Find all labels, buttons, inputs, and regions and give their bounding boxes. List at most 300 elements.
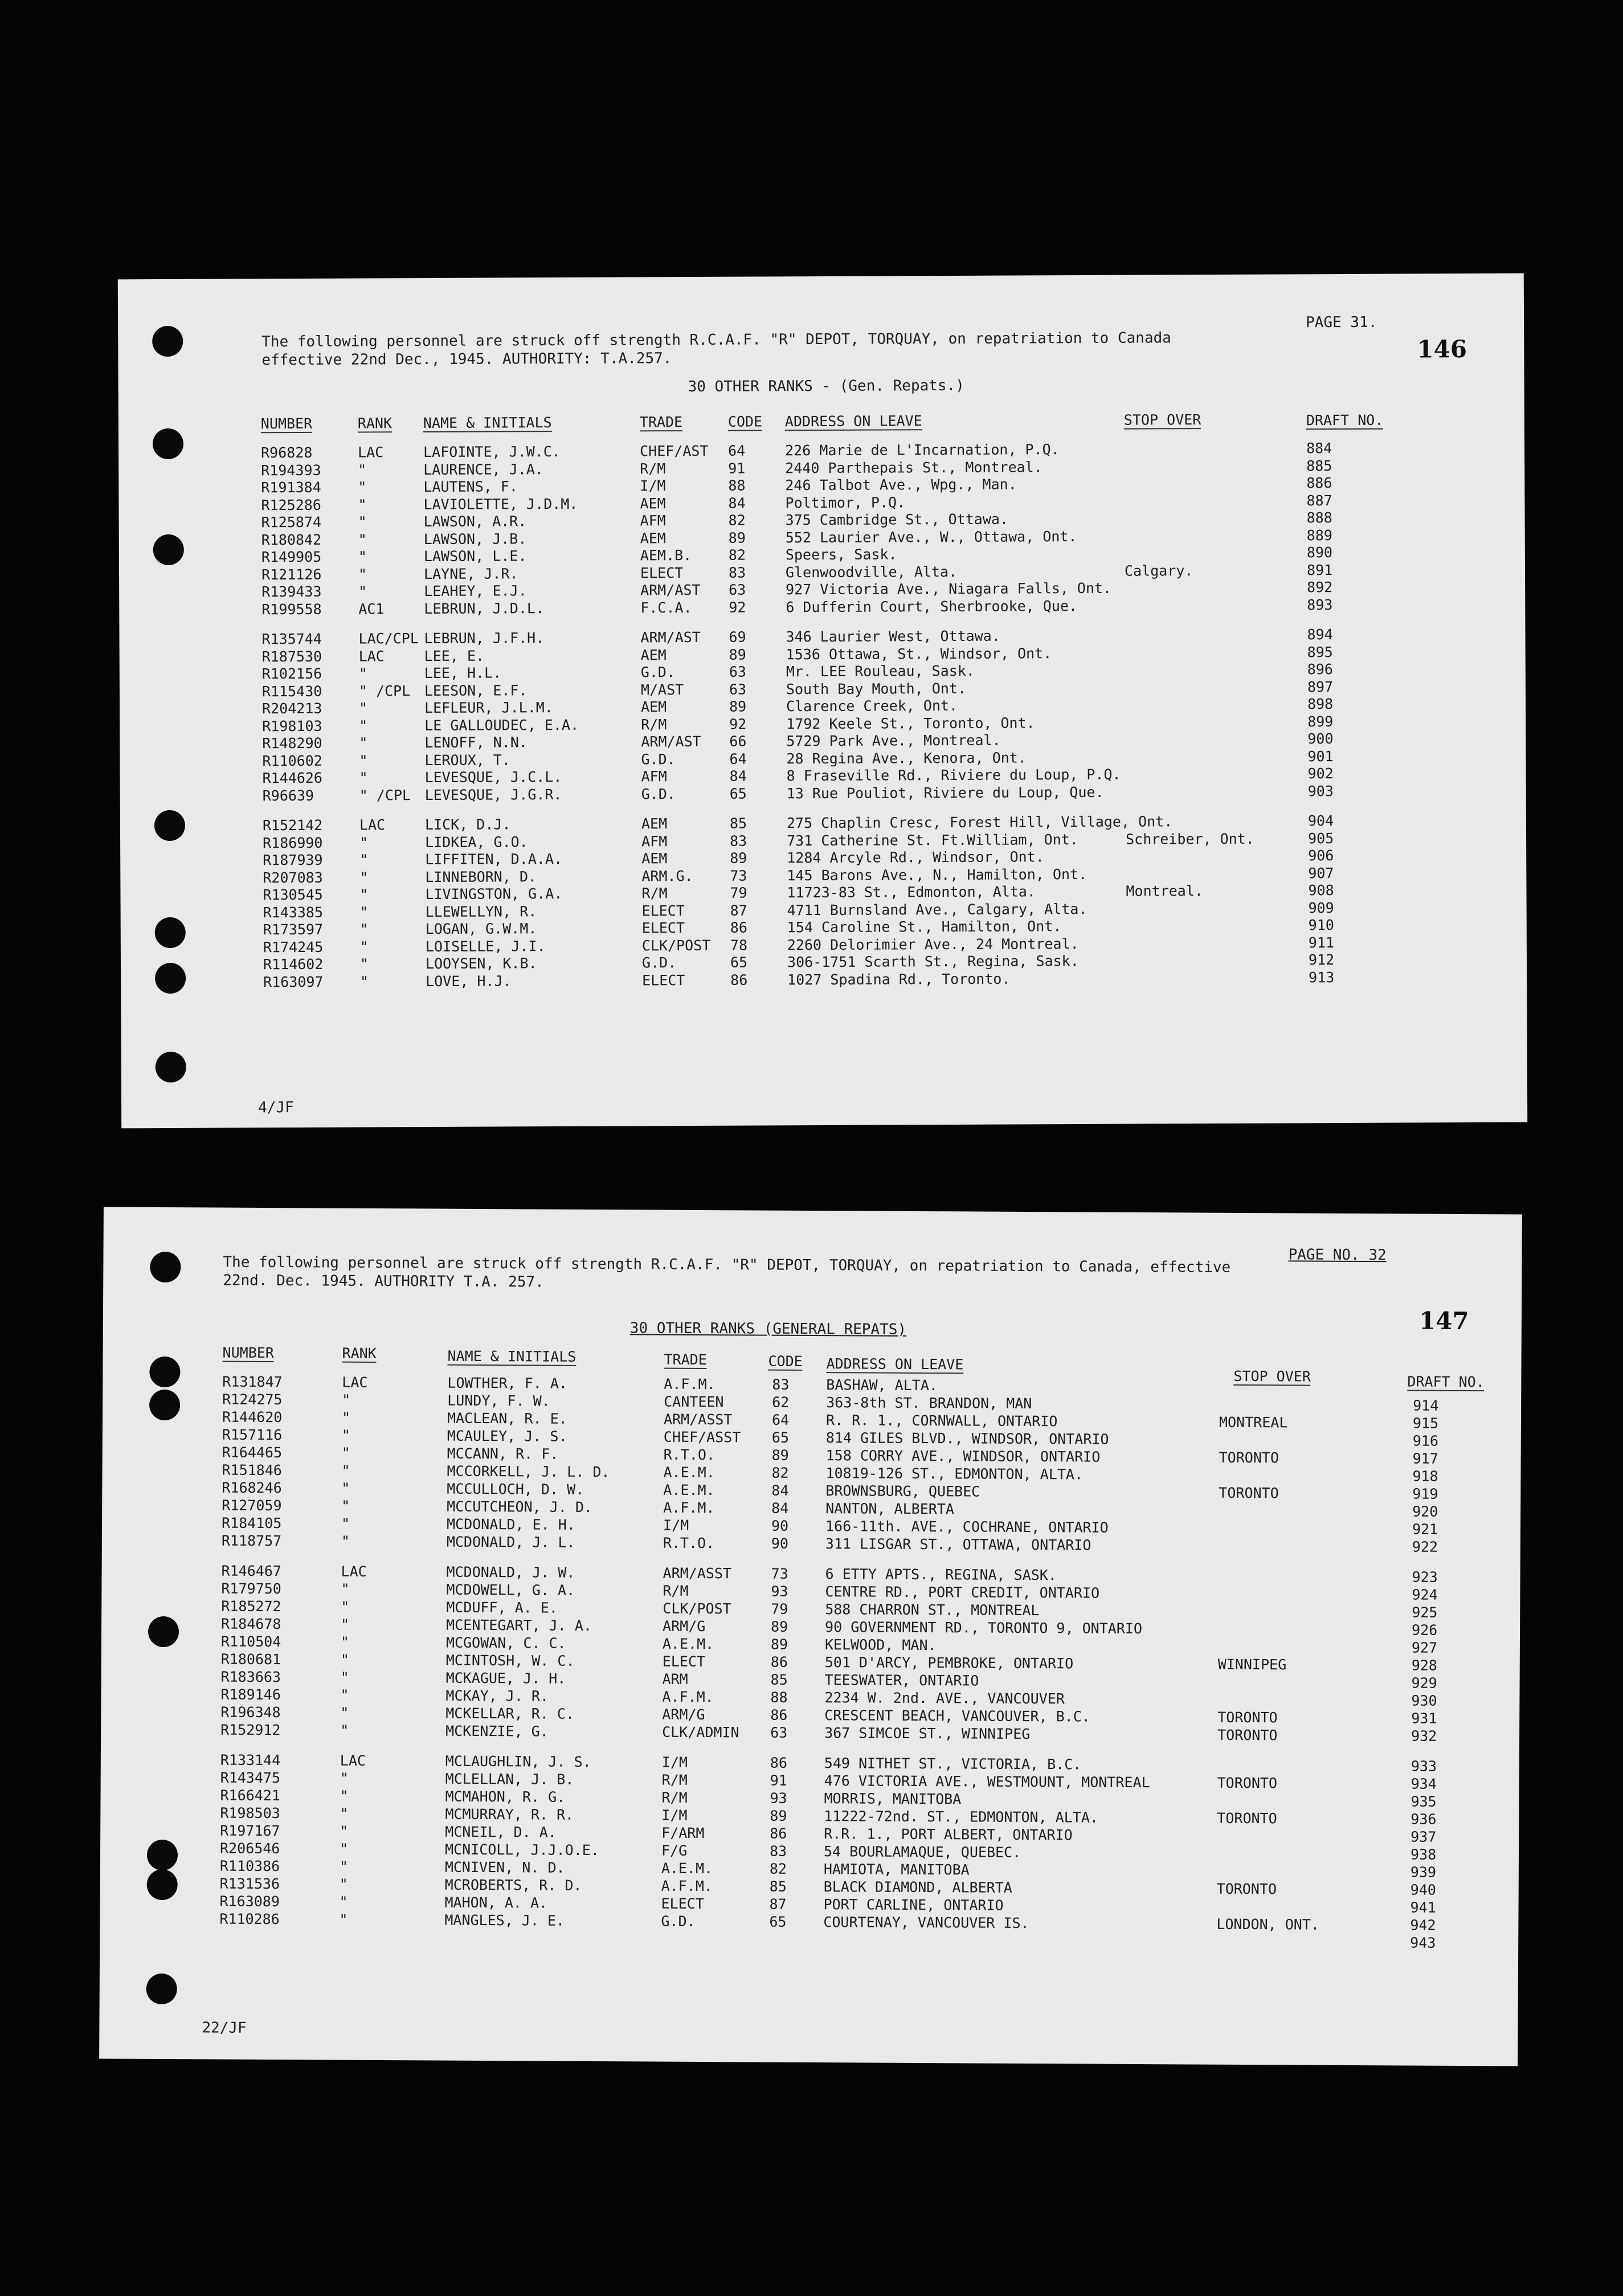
cell-trade: G.D. — [640, 664, 676, 681]
cell-rank: " — [341, 1616, 350, 1633]
cell-name: LOISELLE, J.I. — [425, 937, 546, 955]
cell-code: 64 — [728, 442, 746, 459]
cell-rank: " — [340, 1805, 349, 1822]
cell-rank: " — [339, 1840, 349, 1857]
cell-address: 166-11th. AVE., COCHRANE, ONTARIO — [825, 1518, 1109, 1536]
cell-trade: AEM.B. — [640, 547, 692, 564]
cell-number: R96828 — [261, 444, 313, 461]
cell-number: R102156 — [261, 665, 322, 683]
cell-rank: " — [341, 1580, 350, 1598]
cell-rank: " — [340, 1787, 349, 1804]
cell-trade: A.F.M. — [661, 1877, 713, 1895]
cell-rank: " — [341, 1480, 350, 1497]
cell-draft: 893 — [1307, 596, 1333, 613]
punch-hole — [146, 1974, 177, 2004]
cell-draft: 910 — [1308, 917, 1334, 934]
cell-name: MCKAY, J. R. — [445, 1687, 549, 1705]
cell-draft: 923 — [1412, 1568, 1438, 1586]
cell-number: R121126 — [261, 566, 322, 583]
cell-number: R180842 — [261, 531, 322, 548]
cell-trade: G.D. — [661, 1913, 696, 1930]
cell-draft: 904 — [1307, 812, 1334, 830]
cell-draft: 905 — [1307, 830, 1334, 847]
cell-rank: " — [341, 1462, 350, 1479]
cell-rank: " — [359, 955, 369, 973]
intro-line-1: The following personnel are struck off strength R.C.A.F. "R" DEPOT, TORQUAY, on repatriation to Canada, effective — [223, 1253, 1231, 1276]
cell-number: R131536 — [219, 1875, 280, 1893]
cell-name: LAVIOLETTE, J.D.M. — [423, 495, 578, 513]
cell-code: 83 — [728, 564, 746, 581]
cell-code: 91 — [728, 460, 746, 477]
cell-rank: " — [340, 1704, 349, 1721]
cell-code: 93 — [770, 1790, 787, 1807]
cell-address: 367 SIMCOE ST., WINNIPEG — [824, 1725, 1031, 1743]
cell-code: 88 — [770, 1689, 788, 1706]
cell-number: R143475 — [220, 1769, 281, 1787]
cell-address: 927 Victoria Ave., Niagara Falls, Ont. — [786, 579, 1112, 598]
cell-draft: 885 — [1306, 457, 1332, 474]
footer-initials: 22/JF — [202, 2019, 247, 2037]
cell-trade: ELECT — [641, 920, 685, 937]
cell-name: LAURENCE, J.A. — [423, 460, 544, 478]
cell-address: BROWNSBURG, QUEBEC — [825, 1482, 980, 1500]
cell-trade: R/M — [661, 1789, 688, 1806]
cell-code: 86 — [730, 919, 747, 936]
cell-rank: " — [358, 513, 367, 530]
cell-name: LINNEBORN, D. — [425, 868, 537, 885]
cell-code: 93 — [771, 1583, 788, 1600]
cell-name: LIVINGSTON, G.A. — [425, 885, 563, 903]
cell-trade: ARM/G — [663, 1617, 706, 1635]
cell-address: 306-1751 Scarth St., Regina, Sask. — [787, 953, 1079, 971]
cell-code: 83 — [772, 1376, 790, 1393]
cell-address: 2440 Parthepais St., Montreal. — [785, 458, 1043, 476]
cell-code: 63 — [729, 581, 746, 598]
cell-code: 63 — [770, 1724, 788, 1741]
cell-trade: ARM — [662, 1670, 688, 1688]
cell-code: 82 — [769, 1860, 787, 1877]
cell-rank: LAC — [358, 647, 385, 665]
cell-trade: AFM — [641, 768, 667, 785]
cell-trade: A.E.M. — [662, 1635, 714, 1653]
cell-number: R110386 — [219, 1857, 280, 1875]
cell-number: R144620 — [222, 1408, 283, 1426]
cell-number: R157116 — [222, 1426, 283, 1444]
cell-rank: " — [340, 1633, 350, 1650]
cell-code: 62 — [772, 1394, 790, 1411]
cell-address: 90 GOVERNMENT RD., TORONTO 9, ONTARIO — [825, 1619, 1143, 1637]
cell-trade: ARM/ASST — [663, 1411, 733, 1428]
cell-rank: " — [341, 1497, 350, 1514]
cell-name: LE GALLOUDEC, E.A. — [424, 716, 579, 734]
cell-stop: Schreiber, Ont. — [1126, 830, 1254, 848]
cell-name: LOWTHER, F. A. — [447, 1374, 568, 1392]
header-address: ADDRESS ON LEAVE — [784, 412, 922, 430]
cell-code: 89 — [770, 1636, 788, 1653]
cell-draft: 894 — [1307, 626, 1333, 643]
cell-draft: 911 — [1308, 934, 1335, 951]
cell-name: LAWSON, J.B. — [423, 530, 527, 548]
cell-number: R114602 — [263, 955, 324, 973]
cell-draft: 908 — [1308, 882, 1334, 899]
cell-name: LUNDY, F. W. — [447, 1392, 550, 1410]
cell-trade: A.E.M. — [661, 1860, 713, 1877]
cell-number: R131847 — [222, 1373, 283, 1391]
cell-address: 275 Chaplin Cresc, Forest Hill, Village, Ont. — [786, 813, 1173, 832]
cell-draft: 932 — [1411, 1727, 1437, 1745]
cell-number: R164465 — [222, 1444, 283, 1461]
cell-trade: A.F.M. — [662, 1688, 714, 1706]
cell-number: R133144 — [220, 1751, 281, 1769]
cell-name: MCINTOSH, W. C. — [445, 1652, 575, 1669]
cell-code: 89 — [729, 646, 746, 663]
cell-rank: " — [341, 1427, 350, 1444]
cell-stop: TORONTO — [1217, 1809, 1277, 1827]
cell-address: Poltimor, P.Q. — [785, 493, 906, 511]
cell-code: 73 — [771, 1565, 788, 1582]
cell-trade: CHEF/ASST — [663, 1428, 741, 1446]
cell-draft: 888 — [1306, 509, 1332, 526]
cell-name: MCDONALD, J. L. — [446, 1533, 575, 1551]
cell-trade: CANTEEN — [664, 1393, 724, 1411]
cell-rank: " — [358, 665, 367, 682]
cell-address: 28 Regina Ave., Kenora, Ont. — [786, 749, 1027, 767]
cell-trade: R/M — [641, 885, 668, 902]
cell-address: BASHAW, ALTA. — [826, 1376, 938, 1394]
cell-number: R191384 — [261, 479, 321, 496]
cell-number: R184678 — [221, 1615, 281, 1633]
cell-draft: 926 — [1411, 1621, 1438, 1639]
cell-rank: " — [359, 938, 369, 955]
cell-address: 226 Marie de L'Incarnation, P.Q. — [785, 441, 1060, 459]
cell-name: LEBRUN, J.D.L. — [424, 599, 545, 617]
cell-address: 154 Caroline St., Hamilton, Ont. — [787, 918, 1062, 936]
cell-name: LEVESQUE, J.G.R. — [424, 786, 562, 803]
cell-rank: LAC — [358, 444, 384, 461]
cell-name: MCAULEY, J. S. — [447, 1427, 567, 1445]
cell-number: R199558 — [261, 600, 322, 618]
cell-name: LAWSON, A.R. — [423, 513, 527, 530]
cell-trade: F/G — [661, 1842, 688, 1859]
cell-trade: ARM/G — [662, 1706, 705, 1723]
cell-name: MCROBERTS, R. D. — [444, 1876, 582, 1894]
cell-code: 86 — [770, 1825, 787, 1842]
cell-draft: 922 — [1412, 1538, 1438, 1555]
cell-name: LEESON, E.F. — [424, 681, 528, 699]
cell-trade: ELECT — [661, 1895, 704, 1913]
cell-code: 89 — [770, 1807, 787, 1824]
cell-draft: 886 — [1306, 475, 1332, 492]
cell-number: R125286 — [261, 496, 321, 513]
cell-code: 89 — [730, 849, 747, 867]
cell-rank: " — [360, 973, 369, 990]
cell-address: PORT CARLINE, ONTARIO — [823, 1896, 1004, 1914]
cell-address: 158 CORRY AVE., WINDSOR, ONTARIO — [825, 1447, 1101, 1465]
stamp-number: 146 — [1417, 335, 1467, 363]
cell-code: 84 — [771, 1482, 789, 1499]
cell-address: 5729 Park Ave., Montreal. — [786, 732, 1001, 750]
cell-number: R127059 — [222, 1497, 282, 1514]
cell-number: R130545 — [263, 886, 323, 904]
cell-name: LAWSON, L.E. — [423, 548, 527, 565]
cell-number: R185272 — [221, 1598, 281, 1615]
cell-rank: " — [359, 769, 368, 786]
cell-number: R163097 — [263, 973, 324, 990]
cell-rank: " — [342, 1391, 351, 1408]
intro-line-1: The following personnel are struck off strength R.C.A.F. "R" DEPOT, TORQUAY, on repatriation to Canada — [261, 329, 1171, 351]
cell-code: 85 — [729, 815, 747, 832]
cell-address: R.R. 1., PORT ALBERT, ONTARIO — [824, 1825, 1073, 1844]
cell-draft: 931 — [1411, 1710, 1437, 1727]
cell-address: 363-8th ST. BRANDON, MAN — [826, 1394, 1032, 1412]
cell-number: R143385 — [263, 904, 324, 921]
cell-number: R183663 — [220, 1668, 281, 1686]
cell-name: MCLAUGHLIN, J. S. — [445, 1752, 591, 1770]
cell-rank: " — [358, 565, 367, 583]
stamp-number: 147 — [1418, 1306, 1469, 1335]
cell-rank: " — [339, 1858, 349, 1875]
cell-name: MCKENZIE, G. — [445, 1722, 549, 1740]
cell-number: R125874 — [261, 513, 322, 531]
cell-draft: 920 — [1412, 1503, 1438, 1520]
cell-name: LAYNE, J.R. — [423, 565, 518, 582]
cell-rank: " — [359, 921, 369, 938]
cell-trade: ELECT — [642, 971, 685, 988]
cell-address: 10819-126 ST., EDMONTON, ALTA. — [825, 1465, 1084, 1483]
cell-name: LEAHEY, E.J. — [424, 582, 527, 600]
cell-draft: 930 — [1411, 1692, 1437, 1709]
cell-draft: 917 — [1412, 1450, 1438, 1467]
cell-code: 69 — [729, 628, 746, 646]
cell-trade: ELECT — [662, 1653, 706, 1670]
cell-address: 11723-83 St., Edmonton, Alta. — [787, 883, 1036, 901]
cell-address: 1027 Spadina Rd., Toronto. — [787, 970, 1011, 988]
cell-address: 11222-72nd. ST., EDMONTON, ALTA. — [824, 1808, 1099, 1826]
cell-rank: AC1 — [358, 600, 385, 618]
cell-address: CENTRE RD., PORT CREDIT, ONTARIO — [825, 1583, 1100, 1602]
cell-name: LOVE, H.J. — [426, 972, 512, 990]
cell-rank: " — [359, 834, 369, 851]
cell-address: CRESCENT BEACH, VANCOUVER, B.C. — [824, 1707, 1090, 1725]
cell-code: 85 — [769, 1878, 787, 1895]
cell-trade: G.D. — [641, 954, 677, 971]
cell-name: LEVESQUE, J.C.L. — [424, 768, 562, 786]
cell-trade: M/AST — [640, 681, 684, 698]
cell-address: TEESWATER, ONTARIO — [824, 1672, 979, 1689]
cell-rank: " — [340, 1686, 349, 1703]
cell-rank: " /CPL — [359, 786, 411, 804]
cell-name: LOOYSEN, K.B. — [425, 955, 537, 973]
cell-number: R184105 — [221, 1514, 282, 1532]
cell-code: 79 — [771, 1600, 788, 1617]
cell-code: 64 — [771, 1411, 790, 1428]
cell-trade: R/M — [641, 716, 667, 733]
cell-draft: 903 — [1307, 782, 1334, 799]
cell-name: LOGAN, G.W.M. — [425, 920, 537, 938]
cell-address: 145 Barons Ave., N., Hamilton, Ont. — [787, 865, 1088, 884]
cell-code: 86 — [770, 1653, 788, 1670]
cell-address: 588 CHARRON ST., MONTREAL — [825, 1601, 1040, 1619]
cell-trade: ARM/AST — [640, 628, 701, 646]
cell-address: Mr. LEE Rouleau, Sask. — [786, 662, 975, 680]
cell-rank: " — [341, 1515, 350, 1532]
cell-trade: AEM — [640, 529, 666, 546]
cell-code: 91 — [770, 1772, 787, 1789]
cell-rank: " — [358, 461, 367, 479]
cell-number: R174245 — [263, 938, 324, 955]
cell-name: MCMURRAY, R. R. — [445, 1805, 574, 1823]
cell-name: MCENTEGART, J. A. — [446, 1616, 592, 1634]
cell-draft: 884 — [1306, 440, 1332, 457]
cell-address: 311 LISGAR ST., OTTAWA, ONTARIO — [825, 1535, 1091, 1554]
cell-name: MCDONALD, J. W. — [446, 1563, 575, 1581]
cell-draft: 929 — [1411, 1674, 1437, 1692]
cell-trade: CLK/POST — [641, 937, 711, 954]
cell-draft: 937 — [1411, 1828, 1437, 1845]
cell-rank: LAC — [359, 816, 386, 834]
cell-draft: 907 — [1308, 864, 1334, 881]
cell-address: 1536 Ottawa, St., Windsor, Ont. — [786, 644, 1052, 663]
header-stop-over: STOP OVER — [1233, 1367, 1311, 1385]
intro-line-2: 22nd. Dec. 1945. AUTHORITY T.A. 257. — [223, 1272, 544, 1291]
punch-hole — [152, 326, 183, 357]
cell-rank: " — [341, 1533, 350, 1550]
cell-trade: ELECT — [641, 902, 685, 919]
cell-address: Glenwoodville, Alta. — [785, 563, 958, 581]
cell-rank: " — [341, 1598, 350, 1615]
cell-draft: 890 — [1306, 544, 1333, 561]
cell-rank: " — [340, 1722, 349, 1739]
cell-code: 87 — [769, 1895, 787, 1913]
header-code: CODE — [727, 413, 763, 430]
cell-number: R166421 — [220, 1787, 280, 1804]
cell-code: 65 — [729, 785, 747, 802]
cell-code: 92 — [729, 599, 746, 616]
cell-name: LEE, H.L. — [424, 664, 502, 682]
cell-address: 6 ETTY APTS., REGINA, SASK. — [825, 1566, 1057, 1584]
cell-code: 63 — [729, 663, 746, 680]
cell-number: R206546 — [219, 1840, 280, 1857]
cell-draft: 913 — [1309, 969, 1335, 986]
cell-trade: AEM — [640, 495, 666, 512]
cell-code: 66 — [729, 733, 747, 750]
cell-number: R115430 — [261, 683, 322, 700]
cell-name: MCNIVEN, N. D. — [444, 1858, 565, 1876]
cell-draft: 914 — [1413, 1397, 1439, 1414]
footer-initials: 4/JF — [258, 1099, 294, 1117]
cell-draft: 897 — [1307, 678, 1334, 695]
cell-number: R144626 — [262, 769, 323, 787]
cell-number: R146467 — [221, 1562, 282, 1580]
cell-address: 814 GILES BLVD., WINDSOR, ONTARIO — [825, 1429, 1109, 1448]
cell-draft: 921 — [1412, 1521, 1438, 1538]
cell-draft: 891 — [1306, 561, 1333, 578]
cell-number: R204213 — [261, 700, 322, 717]
cell-code: 83 — [769, 1842, 787, 1860]
cell-code: 85 — [770, 1671, 788, 1688]
cell-draft: 887 — [1306, 492, 1332, 509]
cell-trade: A.E.M. — [663, 1481, 715, 1499]
cell-stop: MONTREAL — [1219, 1413, 1288, 1431]
header-number: NUMBER — [260, 415, 313, 432]
cell-code: 86 — [730, 971, 748, 988]
cell-draft: 924 — [1412, 1586, 1438, 1603]
cell-draft: 927 — [1411, 1639, 1438, 1656]
cell-code: 84 — [729, 767, 747, 785]
cell-draft: 915 — [1412, 1415, 1439, 1432]
cell-rank: " — [340, 1669, 349, 1686]
cell-name: MAHON, A. A. — [444, 1894, 548, 1911]
cell-rank: " — [359, 868, 369, 886]
cell-number: R152142 — [262, 816, 323, 834]
header-number: NUMBER — [222, 1344, 274, 1362]
cell-trade: R/M — [640, 460, 666, 477]
cell-name: LAUTENS, F. — [423, 478, 518, 496]
cell-address: COURTENAY, VANCOUVER IS. — [823, 1914, 1029, 1932]
header-name: NAME & INITIALS — [423, 414, 552, 432]
cell-rank: " — [359, 717, 368, 734]
cell-draft: 900 — [1307, 730, 1334, 747]
cell-stop: TORONTO — [1217, 1709, 1278, 1726]
cell-name: LAFOINTE, J.W.C. — [423, 443, 561, 461]
cell-stop: TORONTO — [1219, 1449, 1279, 1466]
cell-trade: CLK/ADMIN — [662, 1723, 739, 1741]
cell-code: 90 — [771, 1517, 789, 1534]
cell-name: MCCUTCHEON, J. D. — [447, 1498, 593, 1515]
cell-draft: 895 — [1307, 643, 1333, 660]
cell-name: LEBRUN, J.F.H. — [424, 630, 545, 647]
cell-address: BLACK DIAMOND, ALBERTA — [823, 1878, 1012, 1896]
cell-rank: " — [359, 734, 368, 751]
punch-hole — [156, 1052, 186, 1082]
cell-name: MCKELLAR, R. C. — [445, 1705, 575, 1722]
cell-name: MCMAHON, R. G. — [445, 1788, 566, 1805]
cell-name: LEROUX, T. — [424, 751, 511, 769]
cell-number: R139433 — [261, 583, 322, 600]
cell-address: 54 BOURLAMAQUE, QUEBEC. — [823, 1843, 1021, 1861]
cell-name: LEE, E. — [424, 647, 485, 664]
cell-trade: A.F.M. — [663, 1499, 715, 1517]
cell-number: R186990 — [263, 834, 323, 851]
cell-draft: 940 — [1410, 1881, 1436, 1898]
cell-draft: 938 — [1410, 1846, 1437, 1863]
cell-name: LEFLEUR, J.L.M. — [424, 699, 553, 717]
section-title: 30 OTHER RANKS - (Gen. Repats.) — [688, 377, 964, 396]
cell-draft: 916 — [1412, 1432, 1439, 1449]
cell-code: 65 — [769, 1913, 787, 1930]
header-name: NAME & INITIALS — [447, 1347, 577, 1365]
cell-number: R96639 — [262, 787, 314, 804]
cell-code: 78 — [730, 937, 748, 954]
cell-stop: TORONTO — [1219, 1484, 1279, 1502]
header-code: CODE — [768, 1353, 803, 1370]
cell-name: MCNICOLL, J.J.O.E. — [444, 1841, 600, 1859]
cell-code: 86 — [770, 1754, 788, 1771]
cell-address: 6 Dufferin Court, Sherbrooke, Que. — [786, 597, 1078, 615]
cell-rank: " — [340, 1823, 349, 1840]
cell-number: R135744 — [261, 630, 322, 648]
cell-address: Clarence Creek, Ont. — [786, 697, 958, 715]
cell-address: 2234 W. 2nd. AVE., VANCOUVER — [824, 1689, 1065, 1707]
cell-code: 89 — [771, 1447, 789, 1464]
cell-address: 549 NITHET ST., VICTORIA, B.C. — [824, 1755, 1082, 1773]
cell-trade: AEM — [641, 815, 668, 832]
cell-draft: 889 — [1306, 526, 1332, 544]
cell-trade: F.C.A. — [640, 599, 692, 616]
cell-trade: AFM — [641, 832, 668, 849]
cell-address: MORRIS, MANITOBA — [824, 1790, 962, 1808]
cell-number: R168246 — [222, 1479, 282, 1497]
